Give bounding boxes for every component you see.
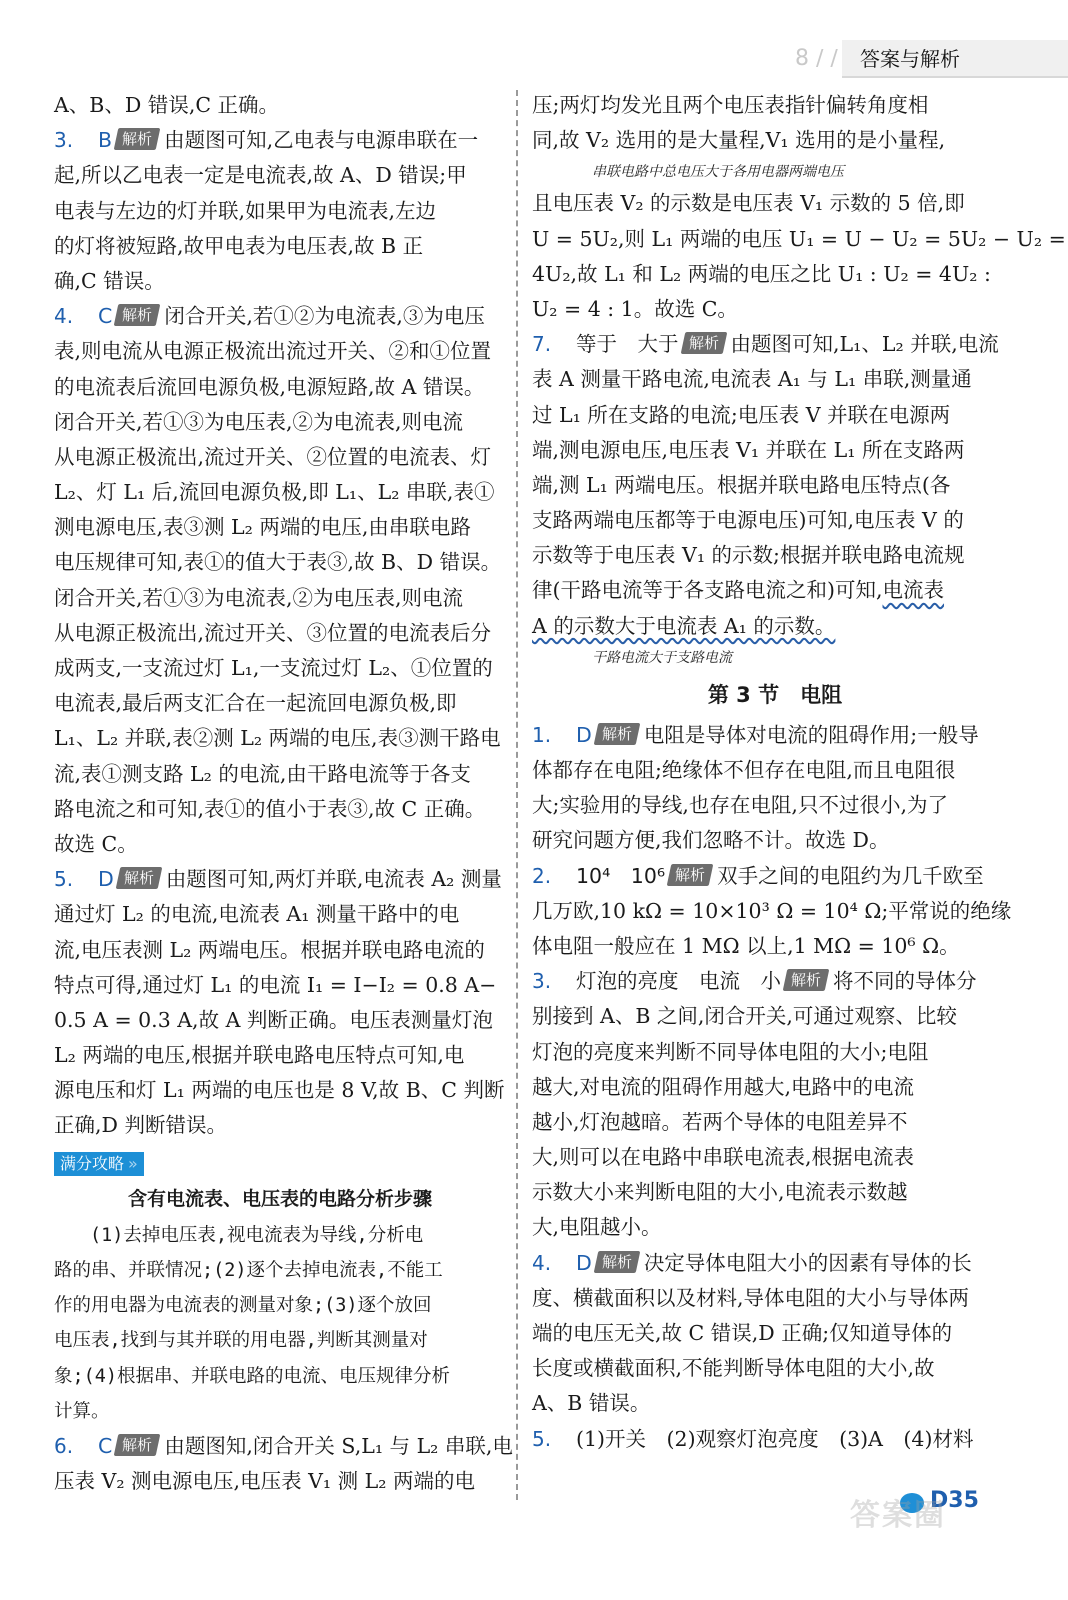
text-line: 越大,对电流的阻碍作用越大,电路中的电流: [532, 1074, 915, 1099]
analysis-tag-label: 解析: [123, 869, 154, 888]
text-line: A、B、D 错误,C 正确。: [54, 93, 280, 117]
header-decoration: 8 ∕ ∕: [795, 46, 838, 71]
text-line: 0.5 A = 0.3 A,故 A 判断正确。电压表测量灯泡: [54, 1007, 493, 1032]
question-text: 闭合开关,若①②为电流表,③为电压: [164, 304, 485, 329]
question-line: [532, 964, 1018, 999]
text-line: 大;实验用的导线,也存在电阻,只不过很小,为了: [532, 793, 948, 818]
text-line: 路电流之和可知,表①的值小于表③,故 C 正确。: [54, 796, 486, 821]
answer-key: B: [98, 128, 113, 153]
answer-key: 等于 大于: [576, 332, 679, 357]
analysis-tag: [593, 723, 640, 745]
text-line: 过 L₁ 所在支路的电流;电压表 V 并联在电源两: [532, 402, 951, 427]
tip-line: 电压表,找到与其并联的用电器,判断其测量对: [54, 1330, 428, 1352]
text-line: 电表与左边的灯并联,如果甲为电流表,左边: [54, 198, 437, 223]
analysis-tag-label: 解析: [122, 130, 153, 149]
text-line: 别接到 A、B 之间,闭合开关,可通过观察、比较: [532, 1004, 957, 1029]
text-line: 压;两灯均发光且两个电压表指针偏转角度相: [532, 93, 929, 117]
question-text: (1)开关 (2)观察灯泡亮度 (3)A (4)材料: [576, 1426, 974, 1451]
question-line: [54, 1429, 513, 1464]
text-line: 表 A 测量干路电流,电流表 A₁ 与 L₁ 串联,测量通: [532, 367, 972, 392]
tip-line: 象;(4)根据串、并联电路的电流、电压规律分析: [54, 1365, 451, 1387]
text-line: 度、横截面积以及材料,导体电阻的大小与导体两: [532, 1285, 970, 1310]
question-number: 5.: [54, 867, 74, 892]
text-line: 研究问题方便,我们忽略不计。故选 D。: [532, 828, 890, 853]
question-number: 6.: [54, 1433, 74, 1458]
text-line: 故选 C。: [54, 831, 138, 856]
right-column: [532, 88, 1066, 1457]
text-line: 压表 V₂ 测电源电压,电压表 V₁ 测 L₂ 两端的电: [54, 1469, 475, 1494]
watermark: 答案圈: [850, 1498, 946, 1533]
text-line: 示数等于电压表 V₁ 的示数;根据并联电路电流规: [532, 543, 965, 568]
text-segment: 同,故 V₂ 选用的是大量程,V₁ 选用的是小量程,: [532, 128, 946, 153]
text-line: 特点可得,通过灯 L₁ 的电流 I₁ = I−I₂ = 0.8 A−: [54, 972, 497, 997]
analysis-tag-label: 解析: [122, 306, 153, 325]
text-line: 且电压表 V₂ 的示数是电压表 V₁ 示数的 5 倍,即: [532, 191, 965, 216]
analysis-tag: [593, 1251, 640, 1273]
text-line: 体电阻一般应在 1 MΩ 以上,1 MΩ = 10⁶ Ω。: [532, 933, 960, 958]
text-line: 大,电阻越小。: [532, 1215, 662, 1240]
analysis-tag: [680, 332, 727, 354]
tip-line: 作的用电器为电流表的测量对象;(3)逐个放回: [54, 1295, 432, 1317]
text-line: A、B 错误。: [532, 1391, 651, 1416]
answer-key: D: [576, 1250, 592, 1275]
text-line: 长度或横截面积,不能判断导体电阻的大小,故: [532, 1356, 935, 1381]
question-line: [532, 327, 1018, 362]
text-line: 流,电压表测 L₂ 两端电压。根据并联电路电流的: [54, 937, 485, 962]
text-line: [532, 609, 1018, 644]
question-number: 5.: [532, 1426, 552, 1451]
answer-key: C: [98, 304, 113, 329]
text-line: 端的电压无关,故 C 错误,D 正确;仅知道导体的: [532, 1321, 953, 1345]
text-line: 流,表①测支路 L₂ 的电流,由干路电流等于各支: [54, 761, 471, 786]
analysis-tag-label: 解析: [688, 334, 719, 353]
text-line: [532, 123, 1018, 158]
answer-key: D: [576, 722, 592, 747]
question-line: [532, 1422, 1018, 1457]
text-line: 起,所以乙电表一定是电流表,故 A、D 错误;甲: [54, 163, 467, 188]
analysis-tag-label: 解析: [675, 865, 706, 884]
header-title: 答案与解析: [842, 40, 1068, 78]
question-line: [54, 123, 506, 158]
answer-key: 10⁴ 10⁶: [576, 863, 666, 888]
answer-key: C: [98, 1433, 113, 1458]
analysis-tag-label: 解析: [122, 1435, 153, 1454]
text-line: 端,测电源电压,电压表 V₁ 并联在 L₁ 所在支路两: [532, 437, 965, 462]
text-line: L₂、灯 L₁ 后,流回电源负极,即 L₁、L₂ 串联,表①: [54, 480, 495, 505]
question-line: [532, 859, 1018, 894]
question-text: 由题图知,闭合开关 S,L₁ 与 L₂ 串联,电: [164, 1433, 513, 1458]
text-line: L₂ 两端的电压,根据并联电路电压特点可知,电: [54, 1043, 465, 1068]
text-line: 正确,D 判断错误。: [54, 1113, 227, 1138]
question-number: 1.: [532, 722, 552, 747]
answer-key: 灯泡的亮度 电流 小: [576, 969, 781, 994]
handwritten-note: 串联电路中总电压大于各用电器两端电压: [592, 164, 844, 181]
text-line: 的灯将被短路,故甲电表为电压表,故 B 正: [54, 233, 424, 258]
text-line: 大,则可以在电路中串联电流表,根据电流表: [532, 1145, 915, 1170]
text-line: 示数大小来判断电阻的大小,电流表示数越: [532, 1180, 908, 1205]
question-line: [532, 718, 1018, 753]
question-text: 由题图可知,L₁、L₂ 并联,电流: [730, 332, 999, 357]
question-number: 4.: [54, 304, 74, 329]
question-number: 7.: [532, 332, 552, 357]
text-line: 端,测 L₁ 两端电压。根据并联电路电压特点(各: [532, 472, 951, 497]
question-number: 2.: [532, 863, 552, 888]
text-line: 表,则电流从电源正极流出流过开关、②和①位置: [54, 339, 492, 364]
text-line: 几万欧,10 kΩ = 10×10³ Ω = 10⁴ Ω;平常说的绝缘: [532, 898, 1012, 923]
question-number: 3.: [532, 969, 552, 994]
question-text: 由题图可知,乙电表与电源串联在一: [164, 128, 479, 153]
analysis-tag: [667, 864, 714, 886]
text-line: 支路两端电压都等于电源电压)可知,电压表 V 的: [532, 508, 964, 533]
analysis-tag: [114, 1434, 161, 1456]
text-line: U = 5U₂,则 L₁ 两端的电压 U₁ = U − U₂ = 5U₂ − U₂ =: [532, 226, 1066, 251]
question-text: 决定导体电阻大小的因素有导体的长: [643, 1250, 972, 1275]
page-number: D35: [930, 1488, 979, 1513]
text-line: 越小,灯泡越暗。若两个导体的电阻差异不: [532, 1109, 908, 1134]
tip-badge: 满分攻略 »: [54, 1152, 144, 1176]
analysis-tag: [115, 867, 162, 889]
question-text: 双手之间的电阻约为几千欧至: [717, 863, 984, 888]
question-number: 3.: [54, 128, 74, 153]
text-line: 确,C 错误。: [54, 268, 165, 293]
text-line: U₂ = 4 : 1。故选 C。: [532, 296, 738, 321]
question-line: [532, 1246, 1018, 1281]
question-text: 电阻是导体对电流的阻碍作用;一般导: [643, 722, 979, 747]
question-line: [54, 862, 506, 897]
column-divider: [516, 90, 518, 1500]
question-line: [54, 299, 506, 334]
analysis-tag-label: 解析: [601, 724, 632, 743]
wavy-underlined-text: A 的示数大于电流表 A₁ 的示数。: [532, 613, 836, 638]
text-line: 4U₂,故 L₁ 和 L₂ 两端的电压之比 U₁ : U₂ = 4U₂ :: [532, 261, 991, 286]
text-segment: 律(干路电流等于各支路电流之和)可知,: [532, 578, 883, 603]
analysis-tag: [114, 128, 161, 150]
text-line: [532, 573, 1018, 608]
text-line: 闭合开关,若①③为电压表,②为电流表,则电流: [54, 409, 464, 434]
text-line: 从电源正极流出,流过开关、③位置的电流表后分: [54, 620, 492, 645]
left-column: [54, 88, 513, 1499]
wavy-underlined-text: 电流表: [882, 578, 945, 603]
answer-key: D: [98, 867, 114, 892]
text-line: 测电源电压,表③测 L₂ 两端的电压,由串联电路: [54, 515, 471, 540]
text-line: 电压规律可知,表①的值大于表③,故 B、D 错误。: [54, 550, 502, 575]
question-number: 4.: [532, 1250, 552, 1275]
text-line: 通过灯 L₂ 的电流,电流表 A₁ 测量干路中的电: [54, 902, 460, 927]
analysis-tag: [114, 304, 161, 326]
tip-line: 计算。: [54, 1400, 110, 1422]
tip-title: 含有电流表、电压表的电路分析步骤: [127, 1187, 432, 1210]
text-line: L₁、L₂ 并联,表②测 L₂ 两端的电压,表③测干路电: [54, 726, 501, 751]
text-line: 电流表,最后两支汇合在一起流回电源负极,即: [54, 691, 457, 716]
text-line: 从电源正极流出,流过开关、②位置的电流表、灯: [54, 444, 492, 469]
text-line: 闭合开关,若①③为电流表,②为电压表,则电流: [54, 585, 464, 610]
text-line: 体都存在电阻;绝缘体不但存在电阻,而且电阻很: [532, 758, 956, 782]
question-text: 由题图可知,两灯并联,电流表 A₂ 测量: [165, 867, 502, 892]
question-text: 将不同的导体分: [833, 969, 977, 994]
text-line: 灯泡的亮度来判断不同导体电阻的大小;电阻: [532, 1039, 929, 1064]
text-line: 成两支,一支流过灯 L₁,一支流过灯 L₂、①位置的: [54, 656, 493, 680]
text-line: 的电流表后流回电源负极,电源短路,故 A 错误。: [54, 374, 485, 399]
tip-line: (1)去掉电压表,视电流表为导线,分析电: [90, 1224, 424, 1246]
text-line: 源电压和灯 L₁ 两端的电压也是 8 V,故 B、C 判断: [54, 1078, 505, 1103]
section-title: 第 3 节 电阻: [707, 682, 843, 707]
analysis-tag-label: 解析: [601, 1252, 632, 1271]
handwritten-note: 干路电流大于支路电流: [592, 649, 732, 666]
tip-line: 路的串、并联情况;(2)逐个去掉电流表,不能工: [54, 1260, 443, 1282]
analysis-tag-label: 解析: [791, 971, 822, 990]
analysis-tag: [783, 969, 830, 991]
